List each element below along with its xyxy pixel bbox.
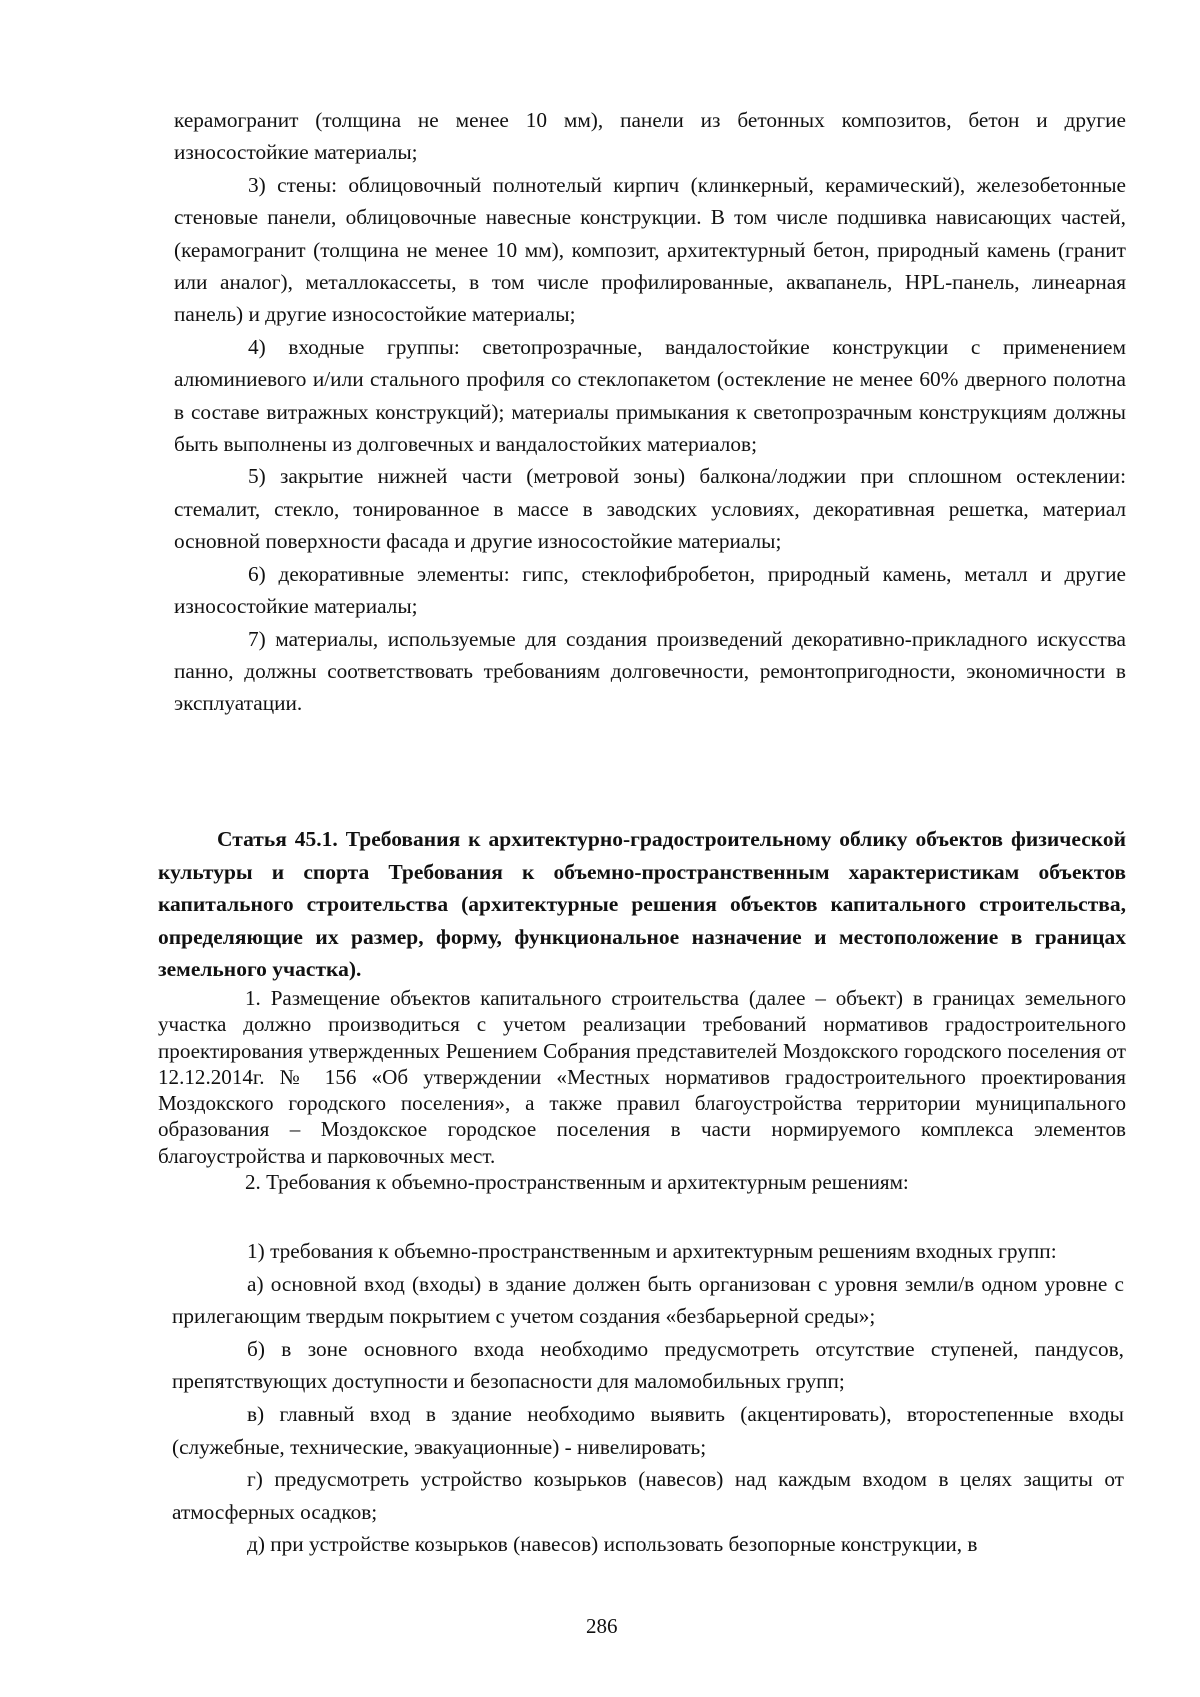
list-item-decorative-elements: 6) декоративные элементы: гипс, стеклофибробетон, природный камень, металл и другие износостойкие материалы; (174, 561, 1126, 619)
page-number: 286 (586, 1614, 618, 1638)
sub-item-c: в) главный вход в здание необходимо выявить (акцентировать), второстепенные входы (служебные, технические, эвакуационные) - нивелировать; (172, 1401, 1124, 1459)
list-item-entrance-requirements: 1) требования к объемно-пространственным и архитектурным решениям входных групп: (247, 1239, 1057, 1263)
materials-list-continued (174, 104, 1126, 720)
list-item-walls: 3) стены: облицовочный полнотелый кирпич (клинкерный, керамический), железобетонные стеновые панели, облицовочные навесные конструкции. В том числе подшивка нависающих частей, (керамогранит (толщина не менее 10 мм), композит, архитектурный бетон, природный камень (гранит или аналог), металлокассеты, в том числе профилированные, аквапанель, HPL-панель, линеарная панель) и другие износостойкие материалы; (174, 172, 1126, 327)
entrance-requirements-list (172, 1235, 1124, 1561)
list-item-decorative-art: 7) материалы, используемые для создания произведений декоративно-прикладного искусства панно, должны соответствовать требованиям долговечности, ремонтопригодности, экономичности в эксплуатации. (174, 626, 1126, 716)
sub-item-e: д) при устройстве козырьков (навесов) использовать безопорные конструкции, в (247, 1532, 978, 1557)
clause-2: 2. Требования к объемно-пространственным и архитектурным решениям: (245, 1170, 909, 1195)
article-body (158, 985, 1126, 1195)
sub-item-b: б) в зоне основного входа необходимо предусмотреть отсутствие ступеней, пандусов, препятствующих доступности и безопасности для маломобильных групп; (172, 1336, 1124, 1394)
paragraph-continued: керамогранит (толщина не менее 10 мм), панели из бетонных композитов, бетон и другие износостойкие материалы; (174, 108, 1126, 165)
sub-item-d: г) предусмотреть устройство козырьков (навесов) над каждым входом в целях защиты от атмосферных осадков; (172, 1467, 1124, 1524)
article-heading: Статья 45.1. Требования к архитектурно-градостроительному облику объектов физической культуры и спорта Требования к объемно-пространственным характеристикам объектов капитального строительства (архитектурные решения объектов капитального строительства, определяющие их размер, форму, функциональное назначение и местоположение в границах земельного участка). (158, 827, 1126, 982)
sub-item-a: а) основной вход (входы) в здание должен быть организован с уровня земли/в одном уровне с прилегающим твердым покрытием с учетом создания «безбарьерной среды»; (172, 1271, 1124, 1329)
list-item-entrance-groups: 4) входные группы: светопрозрачные, вандалостойкие конструкции с применением алюминиевого и/или стального профиля со стеклопакетом (остекление не менее 60% дверного полотна в составе витражных конструкций); материалы примыкания к светопрозрачным конструкциям должны быть выполнены из долговечных и вандалостойких материалов; (174, 334, 1126, 457)
list-item-balcony-closing: 5) закрытие нижней части (метровой зоны) балкона/лоджии при сплошном остеклении: стемалит, стекло, тонированное в массе в заводских условиях, декоративная решетка, материал основной поверхности фасада и другие износостойкие материалы; (174, 464, 1126, 554)
clause-1: 1. Размещение объектов капитального строительства (далее – объект) в границах земельного участка должно производиться с учетом реализации требований нормативов градостроительного проектирования утвержденных Решением Собрания представителей Моздокского городского поселения от 12.12.2014г. № 156 «Об утверждении «Местных нормативов градостроительного проектирования Моздокского городского поселения», а также правил благоустройства территории муниципального образования – Моздокское городское поселения в части нормируемого комплекса элементов благоустройства и парковочных мест. (158, 986, 1126, 1168)
